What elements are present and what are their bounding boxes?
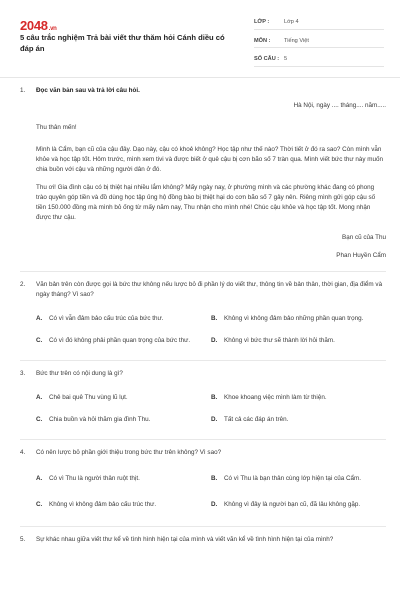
option-letter: B. xyxy=(211,394,218,401)
question-5 xyxy=(20,535,386,545)
meta-value: Tiếng Việt xyxy=(284,37,309,44)
option-letter: B. xyxy=(211,315,218,322)
question-divider xyxy=(20,271,386,272)
question-divider xyxy=(20,439,386,440)
option-letter: D. xyxy=(211,416,218,423)
letter-paragraph: Mình là Cẩm, bạn cũ của cậu đây. Dạo này, cậu có khoẻ không? Học tập như thế nào? Thời tiết ở đó ra sao? Còn mình vẫn khỏe và học tập tốt. Hôm trước, mình xem tivi và được biết ở quê cậu bị cơn bão số 7 tràn qua. Mình viết bức thư này muốn chia buồn với cậu và những người dân ở đó. xyxy=(36,146,383,173)
meta-row-count xyxy=(254,53,384,67)
letter-paragraph: Thu ơi! Gia đình cậu có bị thiệt hại nhiều lắm không? Mấy ngày nay, ở phường mình và các phường khác đang có phong trào quyên góp tiền và đồ dùng học tập ủng hộ đồng bào bị thiệt hại do cơn bão số 7 gây nên. Riêng mình gửi góp cậu số tiền 150.000 đồng mà mình bỏ ống từ mấy năm nay, Thu nhận cho mình nhé! Chúc cậu khỏe và học tập tốt. Mong nhận được thư cậu. xyxy=(36,184,376,221)
option-text: Chê bai quê Thu vùng lũ lụt. xyxy=(49,394,128,401)
option-letter: D. xyxy=(211,501,218,508)
question-2 xyxy=(20,280,386,300)
quiz-content xyxy=(20,80,386,545)
meta-label: LỚP : xyxy=(254,19,270,26)
question-text: Văn bản trên còn được gọi là bức thư không nếu lược bỏ đi phần lý do viết thư, thông tin về bản thân, thời gian, địa điểm và ngày tháng? Vì sao? xyxy=(36,281,383,298)
question-number: 5. xyxy=(20,536,26,543)
meta-value: 5 xyxy=(284,56,288,63)
logo-text: 2048 xyxy=(20,18,48,33)
answer-options xyxy=(20,387,386,431)
answer-options xyxy=(20,308,386,352)
answer-options xyxy=(20,466,386,518)
logo-suffix: .vn xyxy=(48,26,57,32)
letter-date: Hà Nội, ngày .... tháng.... năm..... xyxy=(293,102,386,109)
question-text: Đọc văn bản sau và trả lời câu hỏi. xyxy=(36,87,140,94)
site-logo[interactable] xyxy=(20,18,57,33)
option-text: Không vì bức thư sẽ thành lời hỏi thăm. xyxy=(224,337,335,344)
question-number: 1. xyxy=(20,87,26,94)
meta-label: MÔN : xyxy=(254,37,271,44)
page-header xyxy=(0,0,400,72)
option-text: Có vì Thu là bạn thân cùng lớp hiện tại của Cẩm. xyxy=(224,475,362,482)
option-letter: C. xyxy=(36,337,43,344)
reading-passage xyxy=(20,101,386,261)
question-3 xyxy=(20,369,386,379)
meta-row-class xyxy=(254,16,384,30)
answer-option[interactable] xyxy=(36,492,211,518)
header-divider xyxy=(0,77,400,78)
answer-option[interactable] xyxy=(211,492,386,518)
answer-option[interactable] xyxy=(36,409,211,431)
option-text: Chia buồn và hỏi thăm gia đình Thu. xyxy=(49,416,151,423)
page-title: 5 câu trắc nghiệm Trả bài viết thư thăm hỏi Cánh diều có đáp án xyxy=(20,33,225,53)
meta-value: Lớp 4 xyxy=(284,19,299,26)
option-letter: D. xyxy=(211,337,218,344)
option-text: Không vì đây là người bạn cũ, đã lâu không gặp. xyxy=(224,501,361,508)
option-text: Có vì vẫn đảm bảo cấu trúc của bức thư. xyxy=(49,315,164,322)
option-text: Có vì Thu là người thân ruột thịt. xyxy=(49,475,140,482)
question-text: Bức thư trên có nội dung là gì? xyxy=(36,370,123,377)
question-text: Sự khác nhau giữa viết thư kể về tình hình hiện tại của mình và viết văn kể về tình hình hiện tại của mình? xyxy=(36,536,334,543)
option-text: Tất cả các đáp án trên. xyxy=(224,416,289,423)
answer-option[interactable] xyxy=(211,409,386,431)
option-letter: A. xyxy=(36,315,43,322)
answer-option[interactable] xyxy=(36,387,211,409)
option-text: Không vì không đảm bảo những phần quan trọng. xyxy=(224,315,364,322)
option-letter: A. xyxy=(36,394,43,401)
answer-option[interactable] xyxy=(36,308,211,330)
answer-option[interactable] xyxy=(211,466,386,492)
answer-option[interactable] xyxy=(211,308,386,330)
question-4 xyxy=(20,448,386,458)
letter-signature: Phan Huyền Cẩm xyxy=(336,252,386,259)
question-text: Có nên lược bỏ phần giới thiệu trong bức thư trên không? Vì sao? xyxy=(36,449,222,456)
question-number: 2. xyxy=(20,281,26,288)
meta-row-subject xyxy=(254,35,384,49)
option-letter: C. xyxy=(36,416,43,423)
question-number: 4. xyxy=(20,449,26,456)
meta-label: SỐ CÂU : xyxy=(254,56,280,63)
answer-option[interactable] xyxy=(36,466,211,492)
option-letter: C. xyxy=(36,501,43,508)
question-divider xyxy=(20,526,386,527)
question-divider xyxy=(20,360,386,361)
answer-option[interactable] xyxy=(211,330,386,352)
answer-option[interactable] xyxy=(211,387,386,409)
option-text: Không vì không đảm bảo cấu trúc thư. xyxy=(49,501,157,508)
letter-closing: Bạn cũ của Thu xyxy=(342,234,386,241)
question-number: 3. xyxy=(20,370,26,377)
option-letter: B. xyxy=(211,475,218,482)
meta-info xyxy=(254,16,384,72)
option-text: Khoe khoang việc mình làm từ thiện. xyxy=(224,394,327,401)
question-1 xyxy=(20,86,386,96)
option-letter: A. xyxy=(36,475,43,482)
option-text: Có vì đó không phải phần quan trọng của bức thư. xyxy=(49,337,191,344)
answer-option[interactable] xyxy=(36,330,211,352)
letter-greeting: Thu thân mến! xyxy=(36,124,77,131)
